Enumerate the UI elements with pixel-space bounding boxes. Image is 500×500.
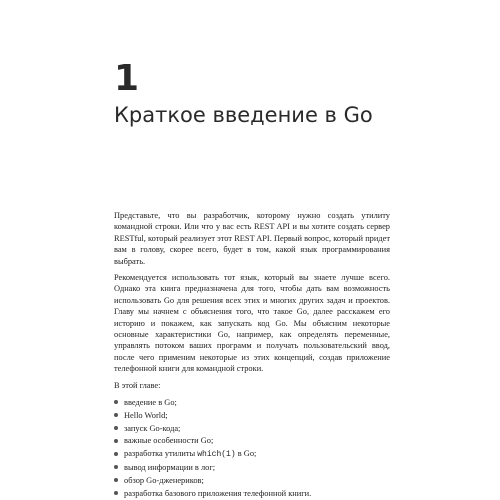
- list-item-text: разработка базового приложения телефонной книги.: [124, 488, 312, 498]
- inline-code: which(1): [197, 450, 236, 460]
- chapter-title: Краткое введение в Go: [114, 103, 373, 127]
- list-item: [114, 397, 390, 408]
- bullet-icon: [114, 439, 118, 443]
- intro-paragraph-2: Рекомендуется использовать тот язык, который вы знаете лучше всего. Однако эта книга предназначена для того, чтобы дать вам возможность использовать Go для решения всех этих и многих других задач и проектов. Главу мы начнем с объяснения того, что такое Go, далее расскажем его историю и покажем, как запускать код Go. Мы объясним некоторые основные характеристики Go, например, как определять переменные, управлять потоком ваших программ и получать пользовательский ввод, после чего применим некоторые из этих концепций, создав приложение телефонной книги для командной строки.: [114, 273, 390, 374]
- list-item-text: запуск Go-кода;: [124, 423, 181, 433]
- chapter-topics-list: [114, 397, 390, 499]
- list-item: [114, 423, 390, 434]
- list-item-text: обзор Go-дженериков;: [124, 475, 204, 485]
- bullet-icon: [114, 400, 118, 404]
- list-item: [114, 488, 390, 499]
- chapter-body: [114, 210, 390, 500]
- list-item: [114, 410, 390, 421]
- list-item: [114, 435, 390, 446]
- list-item-text: важные особенности Go;: [124, 436, 214, 446]
- chapter-topics-lead: В этой главе:: [114, 380, 161, 390]
- list-item-text: Hello World;: [124, 410, 168, 420]
- intro-paragraph-1: Представьте, что вы разработчик, которому нужно создать утилиту командной строки. Или что у вас есть REST API и вы хотите создать сервер RESTful, который реализует этот REST API. Первый вопрос, который придет вам в голову, скорее всего, будет в том, какой язык программирования выбрать.: [114, 211, 390, 266]
- bullet-icon: [114, 465, 118, 469]
- bullet-icon: [114, 478, 118, 482]
- list-item: [114, 475, 390, 486]
- bullet-icon: [114, 452, 118, 456]
- chapter-number: 1: [114, 58, 140, 99]
- bullet-icon: [114, 491, 118, 495]
- bullet-icon: [114, 426, 118, 430]
- list-item-text: в Go;: [235, 449, 257, 459]
- bullet-icon: [114, 413, 118, 417]
- list-item-text: введение в Go;: [124, 398, 177, 408]
- list-item-text: вывод информации в лог;: [124, 463, 216, 473]
- list-item-text: разработка утилиты: [124, 449, 198, 459]
- list-item: [114, 448, 390, 460]
- list-item: [114, 462, 390, 473]
